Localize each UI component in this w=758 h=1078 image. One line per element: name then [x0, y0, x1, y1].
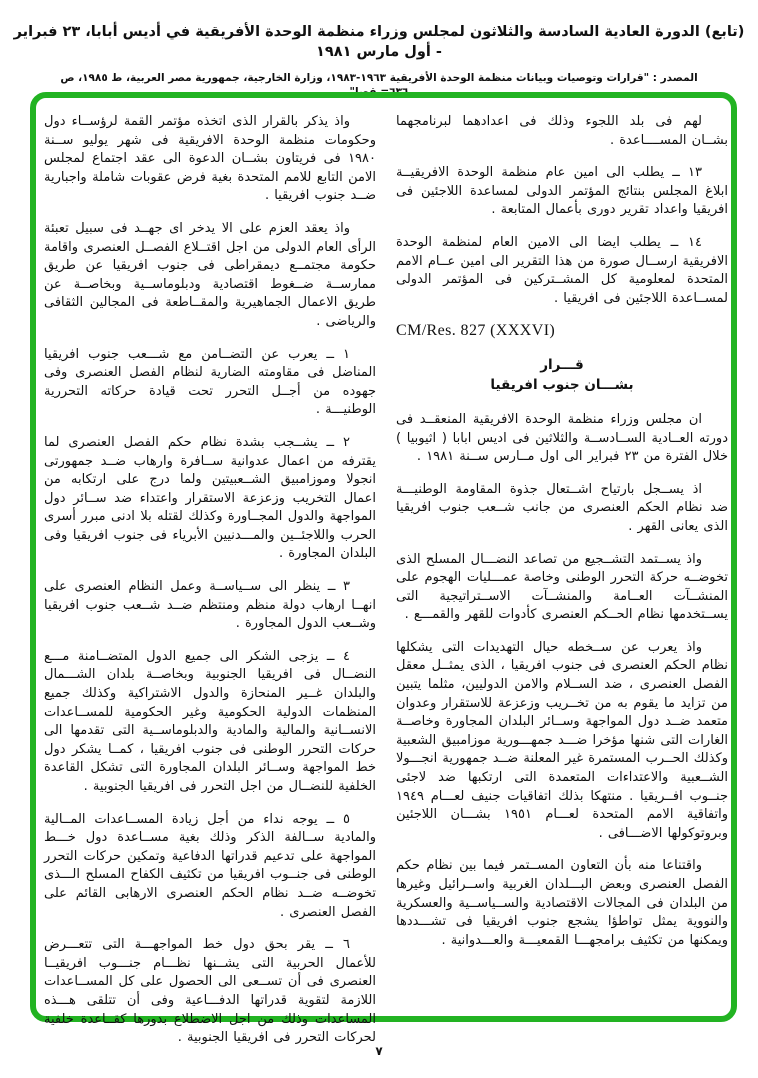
column-right [396, 113, 728, 964]
paragraph-operative-5: ٥ ــ يوجه نداء من أجل زيادة المســاعدات المــالية والمادية ســالفة الذكر وذلك بغية مســاعدة دول خـــط المواجهة على تدعيم قدراتها الدفاعية وتمكين حركات التحرر الوطنى فى جنــوب افريقيا من تكثيف الكفاح المسلح الـــذى تخوضــه ضــد نظام الحكم العنصرى الارهابى القائم على الفصل العنصرى . [44, 811, 376, 920]
page-header [0, 22, 758, 99]
paragraph-preamble-summit-recall: واذ يذكر بالقرار الذى اتخذه مؤتمر القمة لرؤســاء دول وحكومات منظمة الوحدة الافريقية فى شهر يوليو ســنة ١٩٨٠ فى فريتاون بشــان الدعوة الى عقد اجتماع لمجلس الامن التابع للامم المتحدة بغية فرض عقوبات شاملة واجبارية ضــد جنوب افريقيا . [44, 114, 376, 204]
paragraph-item-14: ١٤ ــ يطلب ايضا الى الامين العام لمنظمة الوحدة الافريقية ارســال صورة من هذا التقرير الى امين عــام الامم المتحدة لمعلومية كل المشــتركين فى المؤتمر الدولى لمســاعدة اللاجئين فى افريقيا . [396, 234, 728, 306]
source-citation: المصدر : "قرارات وتوصيات وبيانات منظمة الوحدة الأفريقية ١٩٦٣-١٩٨٣، وزارة الخارجية، جمهورية مصر العربية، ط ١٩٨٥، ص ٦٣٦=ـقصا" [60, 72, 698, 98]
resolution-subject: بشـــان جنوب افريقيا [490, 376, 634, 393]
resolution-heading: قـــرار [540, 356, 584, 373]
paragraph-operative-6: ٦ ــ يقر بحق دول خط المواجهـــة التى تتعـــرض للأعمال الحربية التى يشــنها نظـــام جنـــوب افريقيــا العنصرى فى أن تســعى الى الحصول على كل المســاعدات اللازمة لتقوية قدراتها الدفـــاعية وفى أن تتلقى هـــذه المساعدات وذلك من اجل الاضطلاع بدورها كقــاعدة خلفية لحركات التحرر فى افريقيا الجنوبية . [44, 937, 376, 1046]
paragraph-preamble-collaboration: واقتناعا منه بأن التعاون المســتمر فيما بين نظام حكم الفصل العنصرى وبعض البـــلدان الغربية واســرائيل وغيرها من البلدان فى المجالات الاقتصادية والســياســية والعسكرية والنووية يمثل تواطؤا يشجع جنوب افريقيا فى تشـــددها ويمكنها من تكثيف برامجهـــا القمعيـــة والعـــدوانية . [396, 858, 728, 948]
paragraph-preamble-armed-struggle: واذ يســتمد التشــجيع من تصاعد النضـــال المسلح الذى تخوضــه حركة التحرر الوطنى وخاصة عمـــليات الهجوم على المنشــآت العــامة والمنشــآت الاســتراتيجية التى يســتخدمها نظام الحــكم العنصرى كأدوات للقهر والقمـــع . [396, 551, 728, 623]
paragraph-preamble-threats: واذ يعرب عن ســخطه حيال التهديدات التى يشكلها نظام الحكم العنصرى فى جنوب افريقيا ، الذى يمثــل معقل الفصل العنصرى ، ضد الســلام والامن الدوليين، مثلما يتبين من تزايد ما يقوم به من تخــريب وزعزعة للاستقرار وعدوان متعمد ضــد دول المواجهة وســائر البلدان المجاورة وخاصــة الغارات التى شنها مؤخرا ضـــد جمهـــورية موزامبيق الشعبية وكذلك الحــرب المستمرة غير المعلنة ضــد جمهورية انجـــولا الشــعبية والاعتداءات المتعمدة التى ارتكبها ضد لاجئى جنــوب افــريقيا . منتهكا بذلك اتفاقيات جنيف لعـــام ١٩٤٩ واتفاقية الامم المتحدة لعـــام ١٩٥١ بشـــان اللاجئين وبروتوكولها الاضـــافى . [396, 639, 728, 841]
paragraph-operative-3: ٣ ــ ينظر الى ســياســة وعمل النظام العنصرى على انهــا ارهاب دولة منظم ومنتظم ضــد شــعب جنوب افريقيا وشــعب الدول المجاورة . [44, 579, 376, 632]
paragraph-operative-4: ٤ ــ يزجى الشكر الى جميع الدول المتضــامنة مـــع النضــال فى افريقيا الجنوبية وبخاصــة بلدان الشـــمال والبلدان غــير المنحازة والدول الاشتراكية وكذلك جميع المنظمات الدولية الحكومية وغير الحكومية للمســاعدات الانســانية والمالية والمادية والدبلوماســية التى تقدمها الى حركات التحرر الوطنى فى جنوب افريقيا ، كمــا يشكر دول خط المواجهة وســائر البلدان المجاورة التى تشكل القاعدة الخلفية للنضــال من اجل التحرر فى افريقيا الجنوبية . [44, 648, 376, 794]
paragraph-preamble-resistance: اذ يســجل بارتياح اشــتعال جذوة المقاومة الوطنيـــة ضد نظام الحكم العنصرى من جانب شــعب جنوب افريقيا الذى يعانى القهر . [396, 481, 728, 534]
page-number: ٧ [375, 1044, 383, 1058]
paragraph-operative-2: ٢ ــ يشــجب بشدة نظام حكم الفصل العنصرى لما يقترفه من اعمال عدوانية ســافرة وارهاب ضــد جمهورتى انجولا وموزامبيق الشــعبيتين ولما درج على ارتكابه من اعمال التخريب وزعزعة الاستقرار واعتداء ضد ســائر دول المواجهة والدول المجــاورة وكذلك لقتله بلا ادنى مبرر أسرى الحرب واللاجئــين والمـــدنيين الأبرياء فى جنوب افريقيا وفى البلدان المجاورة . [44, 434, 376, 562]
resolution-reference: CM/Res. 827 (XXXVI) [396, 322, 556, 340]
paragraph-preamble-resolve: واذ يعقد العزم على الا يدخر اى جهــد فى سبيل تعبئة الرأى العام الدولى من اجل اقتــلاع الفصــل العنصرى واقامة حكومة مجتمــع ديمقراطى فى جنوب افريقيا عن طريق ممارســة ضــغوط اقتصادية ودبلوماســية وبخاصــة عن طريق الاعمال الجماهيرية والمقــاطعة فى المجالين الثقافى والرياضى . [44, 220, 376, 329]
paragraph-preamble-session: ان مجلس وزراء منظمة الوحدة الافريقية المنعقــد فى دورته العــادية الســادســة والثلاثين فى اديس ابابا ( اثيوبيا ) خلال الفترة من ٢٣ فبراير الى اول مــارس ســنة ١٩٨١ . [396, 411, 728, 465]
session-title: (تابع) الدورة العادية السادسة والثلاثون لمجلس وزراء منظمة الوحدة الأفريقية في أديس أبابا، ٢٣ فبراير - أول مارس ١٩٨١ [13, 24, 745, 60]
paragraph-refugees-tail: لهم فى بلد اللجوء وذلك فى اعدادهما لبرنامجهما بشــان المســــاعدة . [396, 114, 728, 148]
paragraph-operative-1: ١ ــ يعرب عن التضــامن مع شـــعب جنوب افريقيا المناضل فى مقاومته الضارية لنظام الفصل العنصرى وفى جهوده من أجــل التحرر تحت قيادة حركاته التحررية الوطنيـــة . [44, 346, 376, 418]
paragraph-item-13: ١٣ ــ يطلب الى امين عام منظمة الوحدة الافريقيــة ابلاغ المجلس بنتائج المؤتمر الدولى لمساعدة اللاجئين فى افريقيا واعداد تقرير دورى بأعمال المتابعة . [396, 165, 728, 218]
column-left [44, 113, 376, 1062]
